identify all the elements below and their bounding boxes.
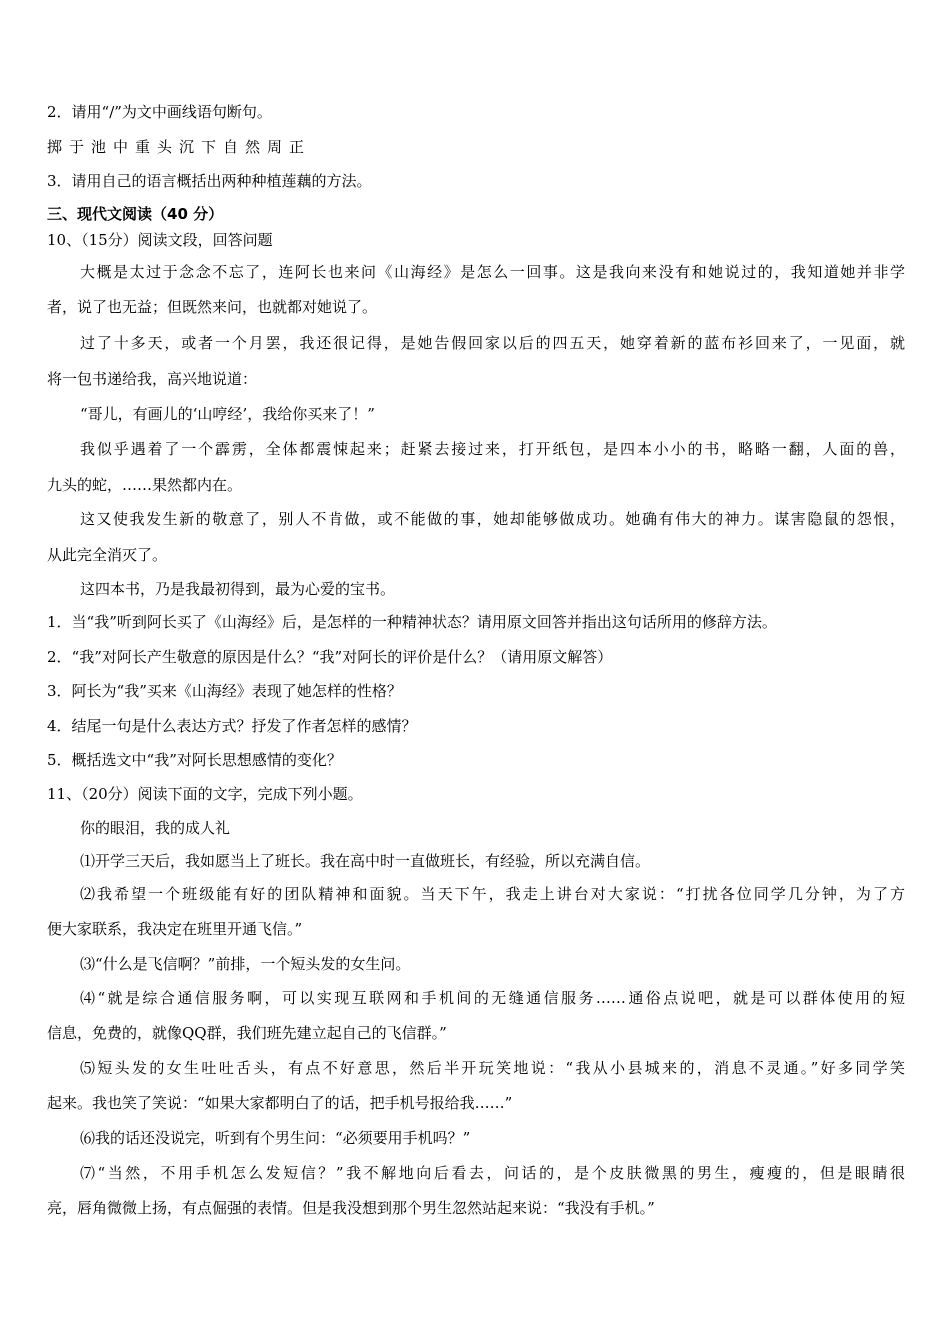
passage-10-line: 这四本书，乃是我最初得到，最为心爱的宝书。 [80,580,396,598]
question-10-2: 2．“我”对阿长产生敬意的原因是什么？“我”对阿长的评价是什么？（请用原文解答） [47,648,613,666]
passage-10-line: 九头的蛇，……果然都内在。 [47,476,243,494]
passage-10-line: 这又使我发生新的敬意了，别人不肯做，或不能做的事，她却能够做成功。她确有伟大的神力。谋害隐鼠的怨恨， [80,510,905,528]
passage-10-line: “哥儿，有画儿的‘山哼经’，我给你买来了！” [80,405,375,423]
question-10-1: 1．当“我”听到阿长买了《山海经》后，是怎样的一种精神状态？请用原文回答并指出这句话所用的修辞方法。 [47,613,777,631]
question-10-5: 5．概括选文中“我”对阿长思想感情的变化？ [47,751,342,769]
passage-10-line: 我似乎遇着了一个霹雳，全体都震悚起来；赶紧去接过来，打开纸包，是四本小小的书，略略一翻，人面的兽， [80,440,905,458]
passage-11-title: 你的眼泪，我的成人礼 [80,819,231,837]
passage-11-line: ⑷“就是综合通信服务啊，可以实现互联网和手机间的无缝通信服务……通俗点说吧，就是可以群体使用的短 [80,989,905,1007]
passage-10-line: 过了十多天，或者一个月罢，我还很记得，是她告假回家以后的四五天，她穿着新的蓝布衫回来了，一见面，就 [80,334,905,352]
passage-11-line: ⑶“什么是飞信啊？”前排，一个短头发的女生问。 [80,955,411,973]
passage-11-line: ⑹我的话还没说完，听到有个男生问：“必须要用手机吗？” [80,1129,471,1147]
passage-11-line: ⑸短头发的女生吐吐舌头，有点不好意思，然后半开玩笑地说：“我从小县城来的，消息不灵通。”好多同学笑 [80,1059,905,1077]
section-three-heading: 三、现代文阅读（40 分） [47,205,224,223]
classical-sentence-to-punctuate: 掷于池中重头沉下自然周正 [47,138,312,156]
passage-10-line: 将一包书递给我，高兴地说道： [47,370,258,388]
passage-10-line: 者，说了也无益；但既然来问，也就都对她说了。 [47,298,378,316]
question-10-3: 3．阿长为“我”买来《山海经》表现了她怎样的性格？ [47,682,402,700]
passage-10-line: 从此完全消灭了。 [47,546,168,564]
passage-11-line: ⑺“当然，不用手机怎么发短信？”我不解地向后看去，问话的，是个皮肤微黑的男生，瘦瘦的，但是眼睛很 [80,1164,905,1182]
question-3-lotus-methods: 3．请用自己的语言概括出两种种植莲藕的方法。 [47,172,372,190]
passage-11-line: 便大家联系，我决定在班里开通飞信。” [47,920,303,938]
question-11-title: 11、（20分）阅读下面的文字，完成下列小题。 [47,785,363,803]
passage-11-line: ⑵我希望一个班级能有好的团队精神和面貌。当天下午，我走上讲台对大家说：“打扰各位同学几分钟，为了方 [80,885,905,903]
passage-11-line: ⑴开学三天后，我如愿当上了班长。我在高中时一直做班长，有经验，所以充满自信。 [80,852,651,870]
passage-11-line: 亮，唇角微微上扬，有点倔强的表情。但是我没想到那个男生忽然站起来说：“我没有手机。” [47,1199,655,1217]
question-10-4: 4．结尾一句是什么表达方式？抒发了作者怎样的感情？ [47,717,417,735]
passage-10-line: 大概是太过于念念不忘了，连阿长也来问《山海经》是怎么一回事。这是我向来没有和她说过的，我知道她并非学 [80,263,905,281]
passage-11-line: 起来。我也笑了笑说：“如果大家都明白了的话，把手机号报给我……” [47,1094,513,1112]
passage-11-line: 信息，免费的，就像QQ群，我们班先建立起自己的飞信群。” [47,1024,447,1042]
question-2-punctuation: 2．请用“/”为文中画线语句断句。 [47,103,272,121]
question-10-title: 10、（15分）阅读文段，回答问题 [47,231,273,249]
